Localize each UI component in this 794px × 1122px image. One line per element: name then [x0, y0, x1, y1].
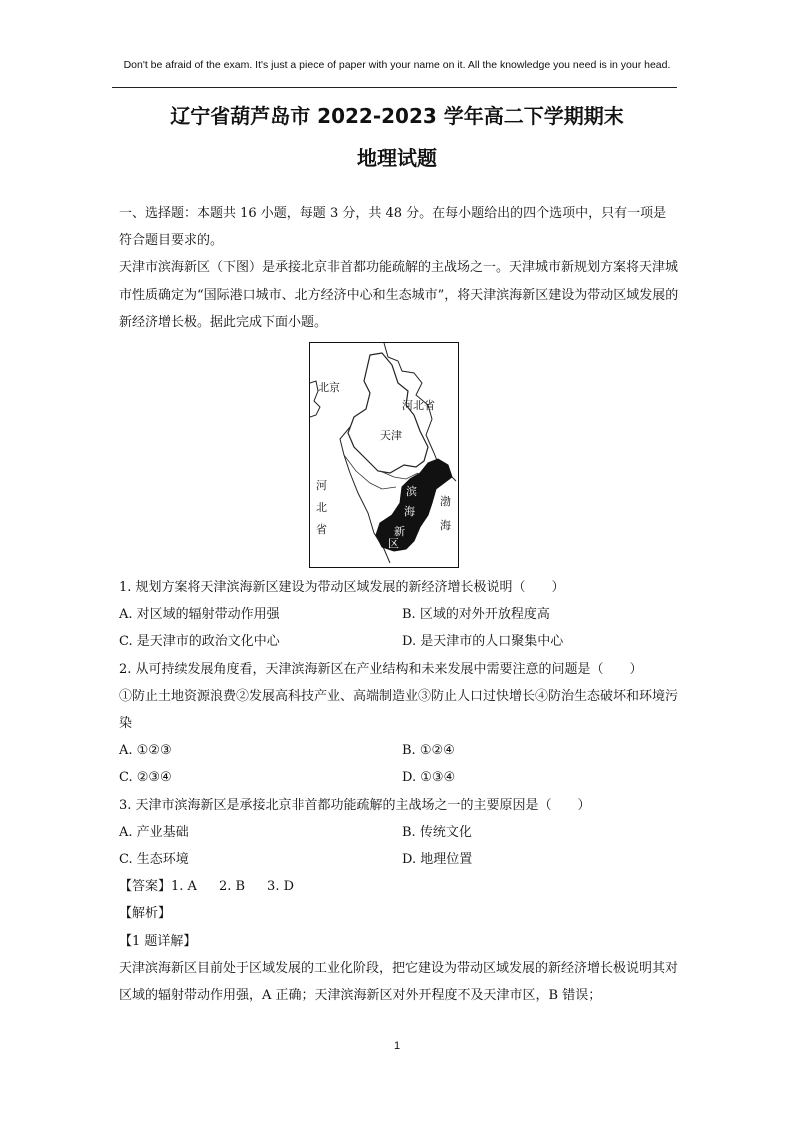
question-1-option-c: C. 是天津市的政治文化中心 — [119, 634, 280, 650]
question-2-option-c: C. ②③④ — [119, 770, 172, 786]
question-3-option-c: C. 生态环境 — [119, 852, 189, 868]
map-label-hebei-w-2: 北 — [316, 501, 327, 515]
answer-line — [119, 873, 679, 900]
map-label-hebei-w-1: 河 — [316, 479, 327, 493]
analysis-label: 【解析】 — [119, 906, 172, 922]
question-1-option-d: D. 是天津市的人口聚集中心 — [402, 634, 564, 650]
question-3-options-row-1 — [119, 819, 679, 846]
map-label-hebei-ne: 河北省 — [402, 399, 435, 413]
answer-3: 3. D — [267, 879, 295, 895]
binhai-map-svg — [310, 343, 457, 566]
coastline — [452, 477, 456, 481]
question-2-option-a: A. ①②③ — [119, 743, 172, 759]
question-2-options-row-1 — [119, 737, 679, 764]
header-quote: Don't be afraid of the exam. It's just a piece of paper with your name on it. All the knowledge you need is in your head. — [123, 59, 671, 71]
section-heading: 一、选择题：本题共 16 小题，每题 3 分，共 48 分。在每小题给出的四个选项中，只有一项是符合题目要求的。 — [119, 206, 667, 249]
question-3-option-a: A. 产业基础 — [119, 824, 189, 840]
question-2-option-b: B. ①②④ — [402, 743, 455, 759]
map-label-tianjin: 天津 — [380, 429, 402, 443]
question-1-stem: 1. 规划方案将天津滨海新区建设为带动区域发展的新经济增长极说明（ ） — [119, 580, 565, 596]
question-2-statements: ①防止土地资源浪费②发展高科技产业、高端制造业③防止人口过快增长④防治生态破坏和环境污染 — [119, 688, 679, 732]
binhai-map-figure — [309, 342, 459, 568]
document-body — [119, 200, 679, 1009]
map-label-binhai-2: 海 — [404, 505, 415, 519]
map-label-bohai-1: 渤 — [440, 495, 451, 509]
detail-label: 【1 题详解】 — [119, 933, 197, 949]
answer-2: 2. B — [218, 879, 246, 895]
map-label-hebei-w-3: 省 — [316, 523, 327, 537]
question-2-stem: 2. 从可持续发展角度看，天津滨海新区在产业结构和未来发展中需要注意的问题是（ ） — [119, 661, 643, 677]
tianjin-outline — [348, 353, 428, 473]
header-divider — [112, 87, 677, 88]
question-1-option-b: B. 区域的对外开放程度高 — [402, 607, 550, 623]
map-label-bohai-2: 海 — [440, 519, 451, 533]
detail-text: 天津滨海新区目前处于区域发展的工业化阶段，把它建设为带动区域发展的新经济增长极说明其对区域的辐射带动作用强，A 正确；天津滨海新区对外开程度不及天津市区，B 错误； — [119, 960, 679, 1004]
question-1-options-row-1 — [119, 601, 679, 628]
question-3-options-row-2 — [119, 846, 679, 873]
question-3-stem: 3. 天津市滨海新区是承接北京非首都功能疏解的主战场之一的主要原因是（ ） — [119, 797, 591, 813]
question-1-option-a: A. 对区域的辐射带动作用强 — [119, 607, 280, 623]
map-label-beijing: 北京 — [318, 381, 340, 395]
answer-1: 1. A — [171, 879, 197, 895]
question-2-options-row-2 — [119, 764, 679, 791]
page-title: 辽宁省葫芦岛市 2022-2023 学年高二下学期期末 — [170, 104, 624, 128]
map-label-binhai-4: 区 — [388, 537, 399, 551]
map-label-binhai-1: 滨 — [406, 485, 417, 499]
question-3-option-b: B. 传统文化 — [402, 824, 472, 840]
answer-label: 【答案】 — [119, 879, 172, 895]
page-subtitle: 地理试题 — [357, 146, 437, 170]
page-number: 1 — [393, 1040, 401, 1052]
question-3-option-d: D. 地理位置 — [402, 852, 473, 868]
question-2-option-d: D. ①③④ — [402, 770, 456, 786]
map-label-binhai-3: 新 — [394, 525, 405, 539]
passage: 天津市滨海新区（下图）是承接北京非首都功能疏解的主战场之一。天津城市新规划方案将天津城市性质确定为“国际港口城市、北方经济中心和生态城市”，将天津滨海新区建设为带动区域发展的新经济增长极。据此完成下面小题。 — [119, 260, 679, 330]
district-line — [344, 455, 396, 489]
question-1-options-row-2 — [119, 628, 679, 655]
